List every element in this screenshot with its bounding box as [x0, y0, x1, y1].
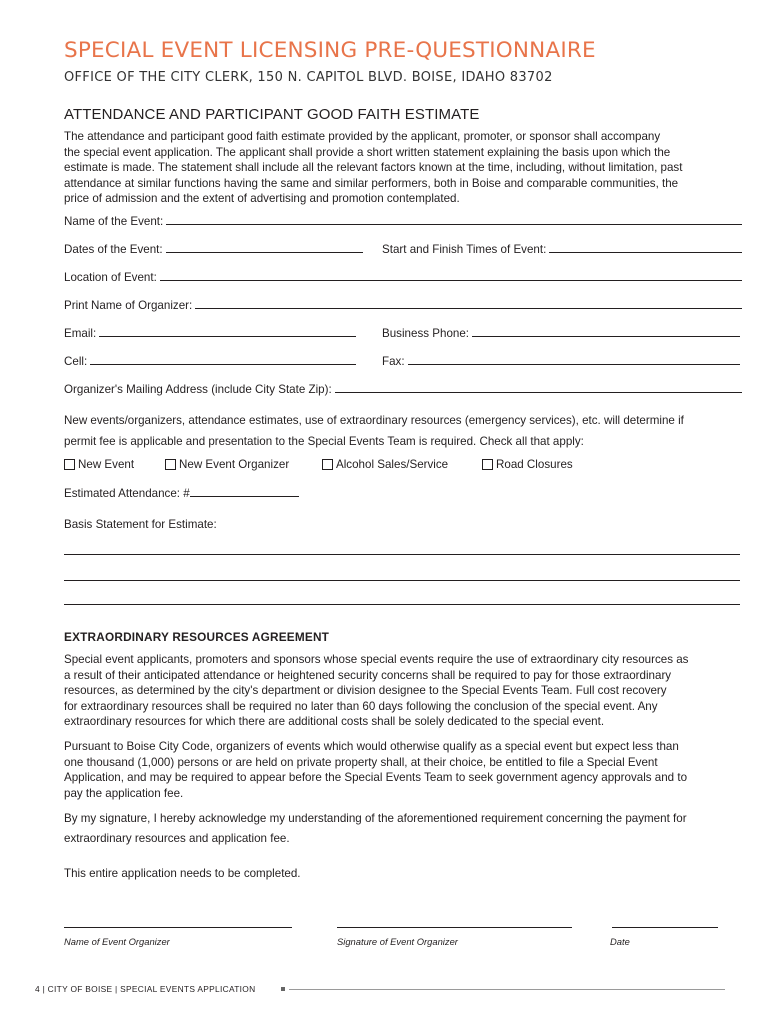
fax-field[interactable]	[382, 354, 740, 368]
estimate-heading: ATTENDANCE AND PARTICIPANT GOOD FAITH ESTIMATE	[64, 106, 480, 123]
date-signature-line[interactable]	[612, 927, 718, 928]
permit-line: New events/organizers, attendance estimates, use of extraordinary resources (emergency services), etc. will determine if	[64, 414, 684, 427]
agreement-heading: EXTRAORDINARY RESOURCES AGREEMENT	[64, 630, 330, 644]
email-field[interactable]	[64, 326, 356, 340]
cell-label: Cell:	[64, 355, 88, 368]
business-phone-input[interactable]	[472, 326, 740, 337]
event-name-input[interactable]	[166, 214, 742, 225]
checkbox-icon[interactable]	[165, 459, 176, 470]
times-label: Start and Finish Times of Event:	[382, 243, 547, 256]
event-name-field[interactable]	[64, 214, 742, 228]
checkbox-label: New Event Organizer	[179, 458, 290, 471]
intro-line: attendance at similar functions having the same and similar performers, both in Boise and comparable communities, the	[64, 176, 679, 190]
location-label: Location of Event:	[64, 271, 157, 284]
dates-field[interactable]	[64, 242, 363, 256]
basis-input-line[interactable]	[64, 604, 740, 605]
mailing-address-field[interactable]	[64, 382, 742, 396]
agreement-line: Application, and may be required to appear before the Special Events Team to seek government agency approvals and to	[64, 771, 688, 785]
intro-line: estimate is made. The statement shall include all the relevant factors known at the time, including, without limitation, past	[64, 161, 683, 175]
cell-field[interactable]	[64, 354, 356, 368]
organizer-name-input[interactable]	[195, 298, 742, 309]
footer-dot	[281, 987, 285, 991]
mailing-address-input[interactable]	[335, 382, 742, 393]
basis-label: Basis Statement for Estimate:	[64, 518, 217, 531]
agreement-line: for extraordinary resources shall be required no later than 60 days following the conclusion of the special event. Any	[64, 699, 658, 713]
organizer-name-signature-line[interactable]	[64, 927, 292, 928]
checkbox-road-closures[interactable]	[482, 458, 573, 471]
estimated-attendance-label: Estimated Attendance: #	[64, 487, 190, 500]
estimated-attendance-input[interactable]	[190, 486, 299, 497]
agreement-paragraph-3	[64, 809, 754, 849]
email-label: Email:	[64, 327, 97, 340]
dates-input[interactable]	[166, 242, 363, 253]
organizer-name-caption: Name of Event Organizer	[64, 936, 170, 947]
location-field[interactable]	[64, 270, 742, 284]
date-caption: Date	[610, 936, 630, 947]
page-title: SPECIAL EVENT LICENSING PRE-QUESTIONNAIRE	[64, 38, 596, 63]
agreement-line: resources, as determined by the city's department or division designee to the Special Events Team. Full cost recovery	[64, 684, 667, 698]
fax-input[interactable]	[408, 354, 740, 365]
permit-line: permit fee is applicable and presentation to the Special Events Team is required. Check all that apply:	[64, 435, 584, 448]
times-input[interactable]	[549, 242, 742, 253]
checkbox-new-event-organizer[interactable]	[165, 458, 289, 471]
agreement-line: a result of their anticipated attendance or heightened security concerns shall be required to pay for those extraordinary	[64, 668, 672, 682]
estimate-intro	[64, 129, 744, 207]
checkbox-label: Road Closures	[496, 458, 573, 471]
mailing-address-label: Organizer's Mailing Address (include City State Zip):	[64, 383, 332, 396]
event-name-label: Name of the Event:	[64, 215, 164, 228]
location-input[interactable]	[160, 270, 742, 281]
times-field[interactable]	[382, 242, 742, 256]
agreement-line: Special event applicants, promoters and sponsors whose special events require the use of extraordinary city resources as	[64, 653, 689, 666]
agreement-line: extraordinary resources and application fee.	[64, 832, 290, 845]
checkbox-new-event[interactable]	[64, 458, 134, 471]
organizer-name-field[interactable]	[64, 298, 742, 312]
agreement-paragraph-2	[64, 739, 754, 801]
business-phone-field[interactable]	[382, 326, 740, 340]
agreement-line: extraordinary resources for which there are additional costs shall be solely dedicated to the special event.	[64, 715, 605, 729]
intro-line: the special event application. The applicant shall provide a short written statement explaining the basis upon which the	[64, 145, 671, 159]
checkbox-label: Alcohol Sales/Service	[336, 458, 449, 471]
email-input[interactable]	[99, 326, 356, 337]
dates-label: Dates of the Event:	[64, 243, 163, 256]
permit-text	[64, 410, 754, 452]
agreement-line: pay the application fee.	[64, 786, 184, 800]
page-subtitle: OFFICE OF THE CITY CLERK, 150 N. CAPITOL BLVD. BOISE, IDAHO 83702	[64, 70, 553, 85]
checkbox-alcohol-sales[interactable]	[322, 458, 448, 471]
page-footer: 4 | CITY OF BOISE | SPECIAL EVENTS APPLICATION	[35, 984, 256, 994]
agreement-line: By my signature, I hereby acknowledge my understanding of the aforementioned requirement concerning the payment for	[64, 812, 687, 825]
intro-line: The attendance and participant good faith estimate provided by the applicant, promoter, or sponsor shall accompany	[64, 130, 661, 143]
organizer-signature-line[interactable]	[337, 927, 572, 928]
agreement-line: Pursuant to Boise City Code, organizers of events which would otherwise qualify as a special event but expect less than	[64, 740, 679, 753]
agreement-line: one thousand (1,000) persons or are held on private property shall, at their choice, be entitled to file a Special Event	[64, 755, 658, 769]
checkbox-icon[interactable]	[64, 459, 75, 470]
organizer-name-label: Print Name of Organizer:	[64, 299, 193, 312]
checkbox-icon[interactable]	[322, 459, 333, 470]
basis-input-line[interactable]	[64, 580, 740, 581]
fax-label: Fax:	[382, 355, 405, 368]
business-phone-label: Business Phone:	[382, 327, 470, 340]
checkbox-icon[interactable]	[482, 459, 493, 470]
footer-rule	[289, 989, 725, 990]
organizer-signature-caption: Signature of Event Organizer	[337, 936, 458, 947]
basis-input-line[interactable]	[64, 554, 740, 555]
estimated-attendance-field[interactable]	[64, 486, 299, 500]
intro-line: price of admission and the extent of advertising and promotion contemplated.	[64, 192, 460, 206]
agreement-paragraph-1	[64, 652, 754, 730]
cell-input[interactable]	[90, 354, 356, 365]
completion-note: This entire application needs to be completed.	[64, 867, 301, 880]
checkbox-label: New Event	[78, 458, 135, 471]
